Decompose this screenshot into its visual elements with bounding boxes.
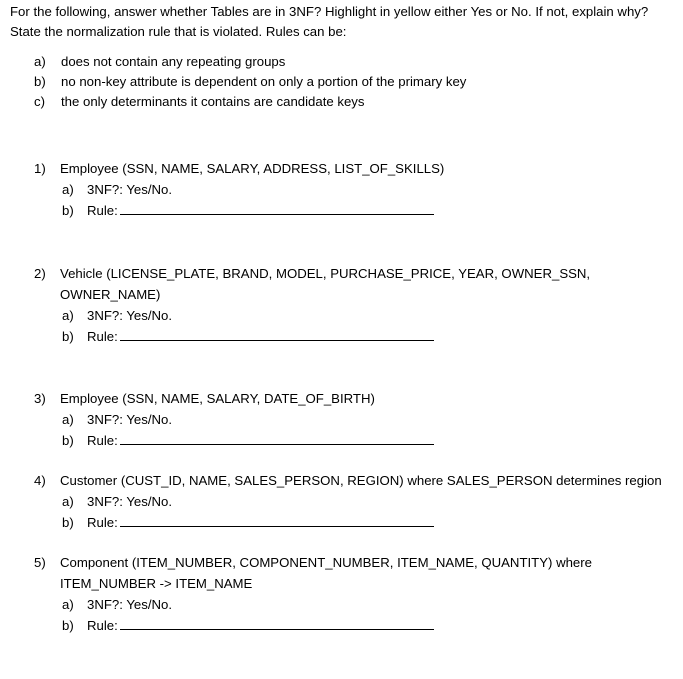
rule-label: b) <box>34 74 46 89</box>
question-title: Customer (CUST_ID, NAME, SALES_PERSON, REGION) where SALES_PERSON determines region <box>60 473 662 488</box>
answer-rule: b) Rule: <box>10 200 444 221</box>
question-2 <box>10 263 590 347</box>
rule-blank[interactable] <box>120 201 434 215</box>
question-4 <box>10 470 662 533</box>
rule-item <box>10 92 675 112</box>
answer-3nf-text: 3NF?: Yes/No. <box>87 597 173 612</box>
answer-rule-text: Rule: <box>87 203 118 218</box>
rule-label: c) <box>34 94 45 109</box>
answer-3nf: a) 3NF?: Yes/No. <box>62 182 173 197</box>
answer-3nf-text: 3NF?: Yes/No. <box>87 494 173 509</box>
answer-3nf: a) 3NF?: Yes/No. <box>62 597 173 612</box>
question-number: 2) <box>34 266 46 281</box>
rule-text: the only determinants it contains are candidate keys <box>61 94 365 109</box>
question-1 <box>10 158 444 221</box>
question-3 <box>10 388 434 451</box>
answer-3nf-text: 3NF?: Yes/No. <box>87 182 173 197</box>
answer-rule: b) Rule: <box>10 615 592 636</box>
question-number: 4) <box>34 473 46 488</box>
rules-list <box>10 52 675 112</box>
rule-label: a) <box>34 54 46 69</box>
question-title-cont: ITEM_NUMBER -> ITEM_NAME <box>60 576 253 591</box>
answer-rule: b) Rule: <box>10 512 662 533</box>
answer-rule: b) Rule: <box>10 326 590 347</box>
instructions: For the following, answer whether Tables are in 3NF? Highlight in yellow either Yes or No. If not, explain why? State the normalization rule that is violated. Rules can be: <box>10 4 649 39</box>
question-title-cont: OWNER_NAME) <box>60 287 161 302</box>
rule-blank[interactable] <box>120 616 434 630</box>
question-title: Vehicle (LICENSE_PLATE, BRAND, MODEL, PURCHASE_PRICE, YEAR, OWNER_SSN, <box>60 266 591 281</box>
question-number: 5) <box>34 555 46 570</box>
question-title: Employee (SSN, NAME, SALARY, ADDRESS, LIST_OF_SKILLS) <box>60 161 445 176</box>
answer-3nf-text: 3NF?: Yes/No. <box>87 412 173 427</box>
document <box>10 0 675 633</box>
answer-rule-text: Rule: <box>87 515 118 530</box>
rule-blank[interactable] <box>120 513 434 527</box>
answer-rule-text: Rule: <box>87 618 118 633</box>
question-5 <box>10 552 592 636</box>
answer-rule-text: Rule: <box>87 329 118 344</box>
question-number: 3) <box>34 391 46 406</box>
answer-3nf: a) 3NF?: Yes/No. <box>62 494 173 509</box>
question-title: Employee (SSN, NAME, SALARY, DATE_OF_BIRTH) <box>60 391 375 406</box>
answer-3nf: a) 3NF?: Yes/No. <box>62 412 173 427</box>
rule-item <box>10 72 675 92</box>
answer-3nf: a) 3NF?: Yes/No. <box>62 308 173 323</box>
answer-rule-text: Rule: <box>87 433 118 448</box>
question-number: 1) <box>34 161 46 176</box>
answer-rule: b) Rule: <box>10 430 434 451</box>
rule-text: no non-key attribute is dependent on only a portion of the primary key <box>61 74 467 89</box>
answer-3nf-text: 3NF?: Yes/No. <box>87 308 173 323</box>
rule-blank[interactable] <box>120 431 434 445</box>
question-title: Component (ITEM_NUMBER, COMPONENT_NUMBER, ITEM_NAME, QUANTITY) where <box>60 555 592 570</box>
rule-item <box>10 52 675 72</box>
rule-blank[interactable] <box>120 327 434 341</box>
rule-text: does not contain any repeating groups <box>61 54 286 69</box>
